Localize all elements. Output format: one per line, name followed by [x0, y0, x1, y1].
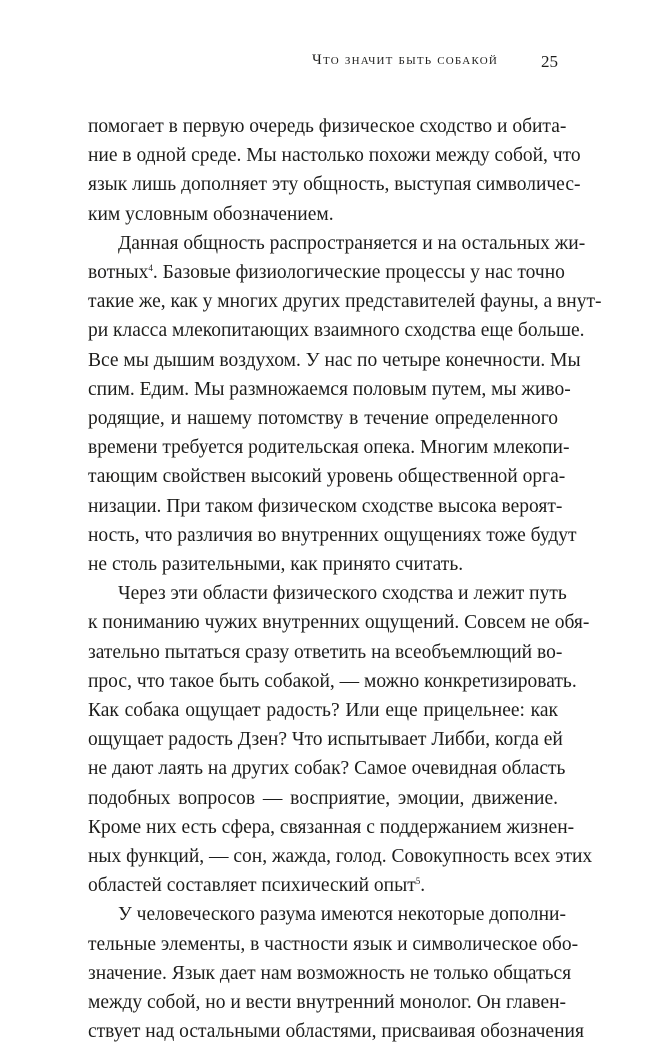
- page-number: 25: [541, 52, 558, 71]
- text-line: не дают лаять на других собак? Самое очевидная область: [88, 758, 566, 780]
- text-line: помогает в первую очередь физическое сходство и обита-: [88, 116, 567, 137]
- text-line: язык лишь дополняет эту общность, выступая символичес-: [88, 174, 581, 196]
- text-line: подобных вопросов — восприятие, эмоции, движение.: [88, 787, 558, 809]
- text-line: тельные элементы, в частности язык и символическое обо-: [88, 933, 579, 955]
- running-head: [88, 52, 558, 76]
- text-line: тающим свойствен высокий уровень общественной орга-: [88, 466, 566, 488]
- text-line: не столь разительными, как принято считать.: [88, 554, 464, 576]
- text-line: Кроме них есть сфера, связанная с поддержанием жизнен-: [88, 816, 575, 838]
- paragraph-3: [88, 579, 593, 900]
- text-line: значение. Язык дает нам возможность не только общаться: [88, 962, 572, 984]
- text-fragment: областей составляет психический опыт: [88, 875, 416, 897]
- text-line: между собой, но и вести внутренний монолог. Он главен-: [88, 992, 567, 1014]
- text-line: Через эти области физического сходства и лежит путь: [118, 583, 567, 605]
- text-line: низации. При таком физическом сходстве высока вероят-: [88, 495, 563, 517]
- footnote-ref-5: 5: [415, 876, 421, 887]
- text-line: У человеческого разума имеются некоторые дополни-: [118, 904, 566, 926]
- text-line: ощущает радость Дзен? Что испытывает Либби, когда ей: [88, 729, 563, 751]
- paragraph-4: [88, 900, 584, 1046]
- text-line: спим. Едим. Мы размножаемся половым путем, мы живо-: [88, 378, 571, 400]
- text-line: ствует над остальными областями, присваивая обозначения: [88, 1021, 584, 1043]
- running-title: Что значит быть собакой: [312, 52, 498, 68]
- text-line-with-footnote: областей составляет психический опыт$^5$.: [88, 875, 426, 897]
- text-line: к пониманию чужих внутренних ощущений. Совсем не обя-: [88, 612, 590, 634]
- text-line: ким условным обозначением.: [88, 203, 334, 225]
- paragraph-1: [88, 112, 581, 229]
- paragraph-2: [88, 229, 602, 579]
- text-fragment: вотных: [88, 262, 149, 284]
- text-line: ных функций, — сон, жажда, голод. Совокупность всех этих: [88, 846, 593, 868]
- text-line: зательно пытаться сразу ответить на всеобъемлющий во-: [88, 641, 563, 663]
- text-line: родящие, и нашему потомству в течение определенного: [88, 408, 558, 430]
- text-line: ри класса млекопитающих взаимного сходства еще больше.: [88, 320, 585, 342]
- text-line: Данная общность распространяется и на остальных жи-: [118, 232, 586, 254]
- text-line: времени требуется родительская опека. Многим млекопи-: [88, 437, 570, 459]
- footnote-ref-4: 4: [148, 263, 153, 274]
- body-text: [88, 112, 602, 1047]
- text-line: ние в одной среде. Мы настолько похожи между собой, что: [88, 145, 581, 167]
- text-line: такие же, как у многих других представителей фауны, а внут-: [88, 291, 602, 313]
- text-line: Все мы дышим воздухом. У нас по четыре конечности. Мы: [88, 349, 581, 371]
- text-line: Как собака ощущает радость? Или еще прицельнее: как: [88, 700, 558, 722]
- text-line-with-footnote: вотных$^4$. Базовые физиологические процессы у нас точно: [88, 262, 565, 284]
- text-line: ность, что различия во внутренних ощущениях тоже будут: [88, 524, 577, 546]
- text-fragment: Базовые физиологические процессы у нас точно: [162, 262, 565, 284]
- text-line: прос, что такое быть собакой, — можно конкретизировать.: [88, 670, 577, 692]
